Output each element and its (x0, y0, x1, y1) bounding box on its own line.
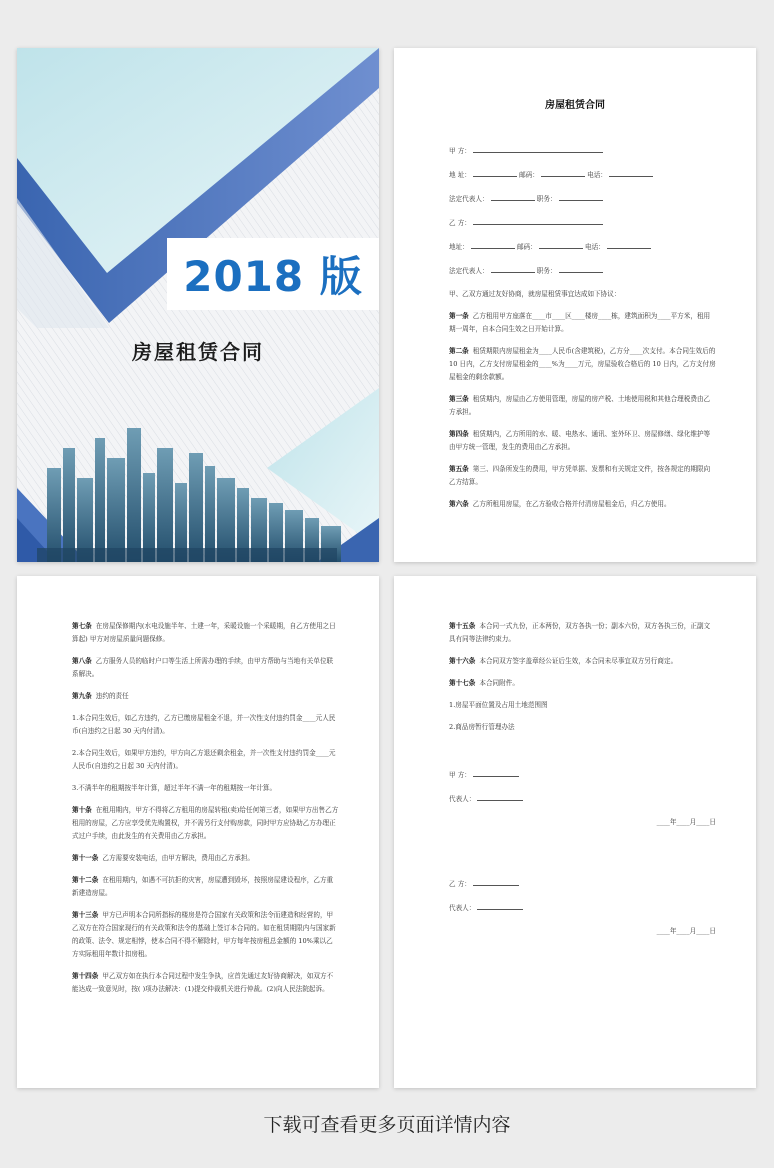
article: 第八条 乙方服务人员的临时户口等生活上所需办理的手续，由甲方帮助与当地有关单位联系解决。 (72, 657, 334, 678)
address-b-field: 地址： 邮码： 电话： (449, 240, 716, 254)
article: 第三条 租赁期内，房屋由乙方使用管理，房屋的房产税、土地使用税和其他合理税费由乙方承担。 (449, 395, 711, 416)
legal-rep-b-field: 法定代表人： 职务： (449, 264, 716, 278)
contract-page-1 (394, 48, 756, 562)
sign-date-a: ____年____月____日 (656, 818, 716, 826)
intro-text: 甲、乙双方通过友好协商，就房屋租赁事宜达成如下协议： (449, 290, 621, 298)
page3-content (449, 620, 716, 948)
sign-party-a: 甲 方： (449, 768, 716, 782)
party-a-field: 甲 方： (449, 144, 716, 158)
article: 第一条 乙方租用甲方座落在____市____区____楼房____栋，建筑面积为____平方米，租用期一周年，自本合同生效之日开始计算。 (449, 312, 711, 333)
article: 第十条 在租用期内，甲方不得将乙方租用的房屋转租(卖)给任何第三者，如果甲方出售乙方租用的房屋，乙方应享受优先购置权，并不需另行支付购房款，同时甲方应协助乙方办理正式过户手续，由此发生的有关费用由乙方承担。 (72, 806, 339, 840)
contract-page-2 (17, 576, 379, 1088)
article: 第六条 乙方所租用房屋，在乙方验收合格并付清房屋租金后，归乙方使用。 (449, 500, 671, 508)
download-caption: 下载可查看更多页面详情内容 (263, 1114, 511, 1136)
attachment-item: 1.房屋平面位置及占用土地范围图 (449, 701, 548, 709)
article: 第十三条 甲方已声明本合同所指标的楼房是符合国家有关政策和法令而建造和经营的，甲乙双方在符合国家现行的有关政策和法令的基础上签订本合同的。如在租赁期限内与国家新的政策、法令、规定相悖，使本合同不得不解除时，甲方每年按房租总金额的 10%乘以乙方实际租用年数计扣房租。 (72, 911, 336, 958)
article: 第十六条 本合同双方签字盖章经公证后生效，本合同未尽事宜双方另行商定。 (449, 657, 678, 665)
article: 第二条 租赁期限内房屋租金为____人民币(含建筑税)，乙方分____次支付。本合同生效后的 10 日内，乙方支付房屋租金的____%为____万元，房屋验收合格后的 10 日内，乙方支付房屋租金的剩余款额。 (449, 347, 716, 381)
attachment-item: 2.商品房暂行管理办法 (449, 723, 515, 731)
clause-item: 2.本合同生效后，如果甲方违约，甲方向乙方退还剩余租金，并一次性支付违约罚金____元人民币(自违约之日起 30 天内付清)。 (72, 749, 336, 770)
page1-content (449, 144, 716, 520)
sign-party-b: 乙 方： (449, 877, 716, 891)
article: 第十五条 本合同一式九份，正本两份，双方各执一份；副本六份，双方各执三份，正副文具有同等法律约束力。 (449, 622, 711, 643)
article: 第十四条 甲乙双方如在执行本合同过程中发生争执，应首先通过友好协商解决，如双方不能达成一致意见时，按( )项办法解决：(1)提交仲裁机关进行仲裁。(2)向人民法院起诉。 (72, 972, 334, 993)
sign-rep-b: 代表人： (449, 901, 716, 915)
cover-page (17, 48, 379, 562)
cover-title: 房屋租赁合同 (132, 340, 264, 364)
article: 第十二条 在租用期内，如遇不可抗拒的灾害，房屋遭到毁坏，按照房屋建设程序，乙方重新建造房屋。 (72, 876, 334, 897)
article: 第十一条 乙方需要安装电话，由甲方解决，费用由乙方承担。 (72, 854, 255, 862)
clause-item: 1.本合同生效后，如乙方违约，乙方已缴房屋租金不退，并一次性支付违约罚金____元人民币(自违约之日起 30 天内付清)。 (72, 714, 336, 735)
legal-rep-a-field: 法定代表人： 职务： (449, 192, 716, 206)
page2-content (72, 620, 339, 1005)
sign-date-b: ____年____月____日 (656, 927, 716, 935)
article: 第九条 违约的责任 (72, 692, 129, 700)
article: 第四条 租赁期内，乙方所用的水、暖、电热水、通讯、室外环卫、房屋修缮、绿化维护等由甲方统一管理，发生的费用由乙方承担。 (449, 430, 711, 451)
clause-item: 3.不满半年的租期按半年计算，超过半年不满一年的租期按一年计算。 (72, 784, 277, 792)
party-b-field: 乙 方： (449, 216, 716, 230)
contract-page-3 (394, 576, 756, 1088)
article: 第七条 在房屋保修期内(水电设施半年、土建一年，采暖设施一个采暖期，自乙方使用之日算起) 甲方对房屋质量问题保修。 (72, 622, 336, 643)
page-title: 房屋租赁合同 (545, 100, 605, 111)
address-a-field: 地 址： 邮码： 电话： (449, 168, 716, 182)
article: 第五条 第三、四条所发生的费用，甲方凭单据、发票和有关规定文件，按各规定的期限向乙方结算。 (449, 465, 711, 486)
sign-rep-a: 代表人： (449, 792, 716, 806)
cover-year-label: 2018 版 (167, 238, 379, 310)
article: 第十七条 本合同附件。 (449, 679, 519, 687)
